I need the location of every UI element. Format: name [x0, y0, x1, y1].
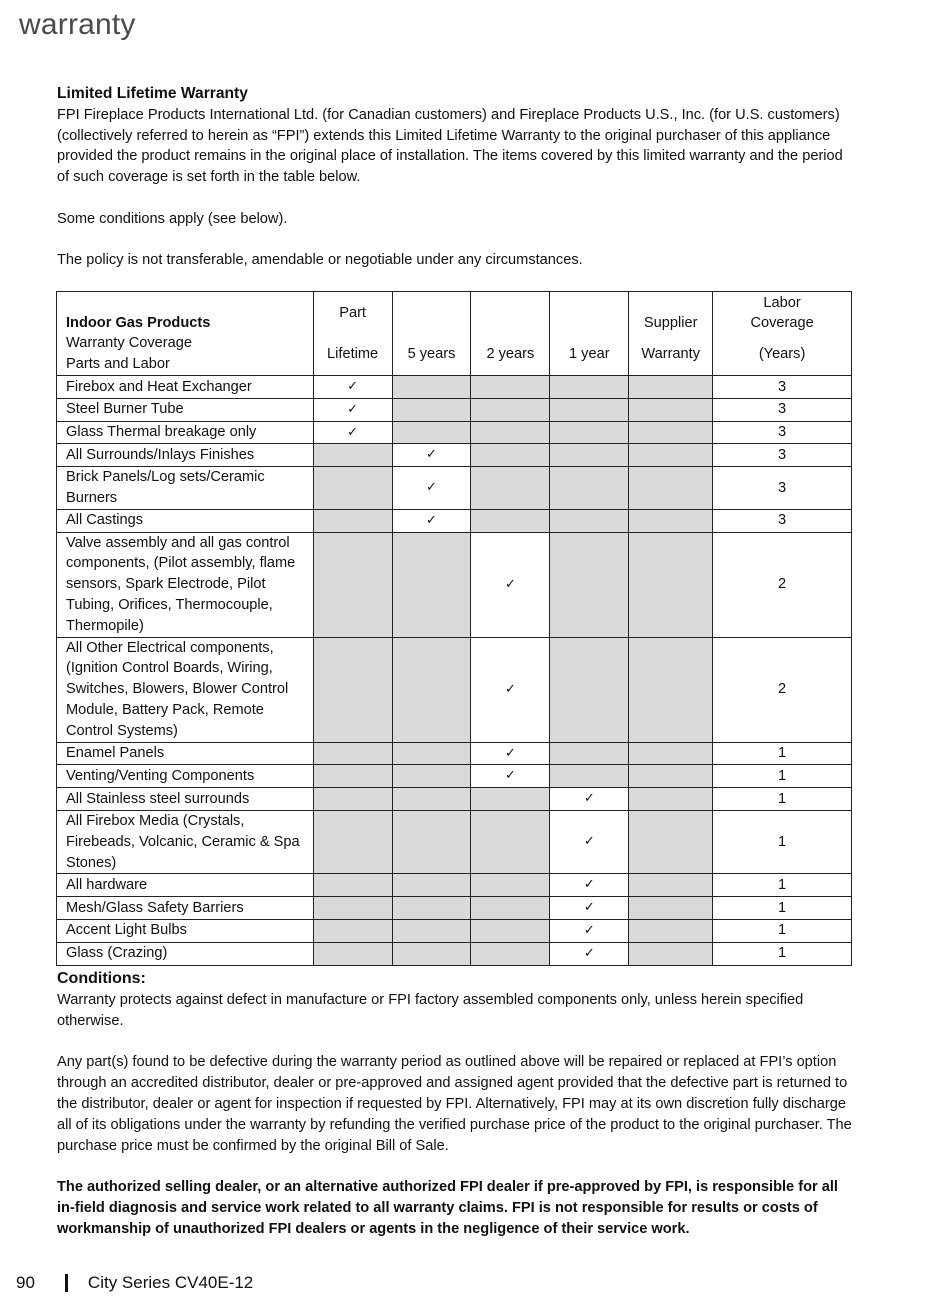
check-icon: ✓ — [583, 900, 595, 916]
header-1-year-label: 1 year — [569, 346, 610, 363]
table-row — [57, 509, 852, 532]
header-warranty-label: Warranty — [641, 346, 701, 363]
gray-cell — [392, 765, 471, 788]
check-mark-icon — [471, 637, 550, 742]
gray-cell — [550, 742, 629, 765]
check-icon: ✓ — [583, 945, 595, 961]
gray-cell — [629, 444, 713, 467]
gray-cell — [629, 376, 713, 399]
gray-cell — [313, 874, 392, 897]
table-row — [57, 421, 852, 444]
labor-years: 3 — [713, 421, 852, 444]
gray-cell — [629, 421, 713, 444]
gray-cell — [471, 421, 550, 444]
header-sub2: Parts and Labor — [66, 356, 170, 373]
check-mark-icon — [392, 467, 471, 510]
labor-years: 1 — [713, 897, 852, 920]
gray-cell — [313, 919, 392, 942]
labor-years: 3 — [713, 376, 852, 399]
table-row — [57, 919, 852, 942]
header-sub1: Warranty Coverage — [66, 335, 192, 352]
gray-cell — [313, 942, 392, 965]
header-part-label: Part — [339, 304, 366, 321]
row-item: All Other Electrical components,(Ignition Control Boards, Wiring, Switches, Blowers, Blower Control Module, Battery Pack, Remote Control Systems) — [57, 637, 314, 742]
gray-cell — [392, 874, 471, 897]
header-coverage-label: Coverage — [750, 315, 814, 332]
gray-cell — [313, 637, 392, 742]
gray-cell — [550, 376, 629, 399]
gray-cell — [392, 532, 471, 637]
check-icon: ✓ — [426, 447, 437, 463]
gray-cell — [313, 532, 392, 637]
gray-cell — [471, 467, 550, 510]
row-item: Glass Thermal breakage only — [57, 421, 314, 444]
gray-cell — [471, 398, 550, 421]
footer-divider — [65, 1274, 68, 1292]
check-mark-icon — [313, 421, 392, 444]
gray-cell — [471, 509, 550, 532]
gray-cell — [629, 810, 713, 873]
check-icon: ✓ — [583, 791, 595, 807]
gray-cell — [392, 398, 471, 421]
gray-cell — [471, 376, 550, 399]
gray-cell — [629, 919, 713, 942]
gray-cell — [392, 376, 471, 399]
intro-section — [57, 84, 857, 271]
header-lifetime — [313, 292, 392, 376]
header-supplier-warranty — [629, 292, 713, 376]
row-item: Brick Panels/Log sets/Ceramic Burners — [57, 467, 314, 510]
check-icon: ✓ — [504, 768, 516, 784]
gray-cell — [629, 637, 713, 742]
check-icon: ✓ — [426, 512, 437, 528]
labor-years: 1 — [713, 942, 852, 965]
header-labor-label: Labor — [763, 294, 801, 311]
header-2-years-label: 2 years — [486, 346, 535, 363]
check-mark-icon — [550, 919, 629, 942]
gray-cell — [392, 810, 471, 873]
labor-years: 1 — [713, 919, 852, 942]
gray-cell — [471, 874, 550, 897]
table-row — [57, 810, 852, 873]
check-mark-icon — [550, 942, 629, 965]
gray-cell — [550, 398, 629, 421]
table-row — [57, 765, 852, 788]
gray-cell — [471, 919, 550, 942]
row-item: Firebox and Heat Exchanger — [57, 376, 314, 399]
check-icon: ✓ — [347, 401, 359, 417]
gray-cell — [629, 765, 713, 788]
check-icon: ✓ — [583, 877, 595, 893]
gray-cell — [392, 919, 471, 942]
check-icon: ✓ — [426, 480, 437, 496]
labor-years: 3 — [713, 467, 852, 510]
table-row — [57, 874, 852, 897]
check-icon: ✓ — [583, 922, 595, 938]
gray-cell — [313, 467, 392, 510]
gray-cell — [471, 942, 550, 965]
table-row — [57, 398, 852, 421]
conditions-section — [57, 968, 857, 1240]
table-row — [57, 897, 852, 920]
gray-cell — [392, 421, 471, 444]
intro-paragraph: FPI Fireplace Products International Ltd. (for Canadian customers) and Fireplace Products U.S., Inc. (for U.S. customers) (collectively referred to herein as “FPI”) extends this Limited Lifetime Warranty to the original purchaser of this appliance provided the product remains in the original place of installation. The items covered by this limited warranty and the period of such coverage is set forth in the table below. — [57, 106, 843, 186]
check-icon: ✓ — [347, 424, 359, 440]
conditions-title: Conditions: — [57, 970, 146, 987]
gray-cell — [313, 810, 392, 873]
gray-cell — [629, 742, 713, 765]
header-title: Indoor Gas Products — [66, 314, 211, 331]
conditions-note: Some conditions apply (see below). — [57, 210, 288, 227]
table-header-row — [57, 292, 852, 376]
check-mark-icon — [550, 788, 629, 811]
check-icon: ✓ — [347, 379, 359, 394]
row-item: Glass (Crazing) — [57, 942, 314, 965]
gray-cell — [550, 532, 629, 637]
table-row — [57, 444, 852, 467]
gray-cell — [550, 765, 629, 788]
labor-years: 3 — [713, 398, 852, 421]
row-item: All Castings — [57, 509, 314, 532]
gray-cell — [629, 532, 713, 637]
header-1-year — [550, 292, 629, 376]
gray-cell — [313, 897, 392, 920]
table-row — [57, 532, 852, 637]
table-row — [57, 467, 852, 510]
gray-cell — [313, 765, 392, 788]
warranty-title: Limited Lifetime Warranty — [57, 85, 248, 102]
row-item: Valve assembly and all gas control components, (Pilot assembly, flame sensors, Spark Electrode, Pilot Tubing, Orifices, Thermocouple, Thermopile) — [57, 532, 314, 637]
gray-cell — [629, 874, 713, 897]
gray-cell — [313, 788, 392, 811]
series-name: City Series CV40E-12 — [87, 1273, 254, 1292]
gray-cell — [629, 897, 713, 920]
labor-years: 1 — [713, 810, 852, 873]
header-lifetime-label: Lifetime — [327, 346, 379, 363]
check-mark-icon — [313, 376, 392, 399]
warranty-table — [56, 291, 852, 966]
check-icon: ✓ — [583, 834, 595, 850]
check-mark-icon — [550, 897, 629, 920]
gray-cell — [550, 444, 629, 467]
gray-cell — [629, 942, 713, 965]
page-footer — [16, 1273, 253, 1293]
gray-cell — [471, 810, 550, 873]
section-title: warranty — [19, 8, 136, 41]
row-item: Steel Burner Tube — [57, 398, 314, 421]
header-product-cell — [57, 292, 314, 376]
check-mark-icon — [550, 874, 629, 897]
gray-cell — [392, 637, 471, 742]
row-item: All hardware — [57, 874, 314, 897]
gray-cell — [471, 444, 550, 467]
check-icon: ✓ — [504, 681, 516, 697]
check-icon: ✓ — [504, 745, 516, 761]
gray-cell — [629, 509, 713, 532]
labor-years: 2 — [713, 637, 852, 742]
labor-years: 3 — [713, 444, 852, 467]
gray-cell — [471, 788, 550, 811]
check-mark-icon — [471, 532, 550, 637]
gray-cell — [629, 788, 713, 811]
row-item: Enamel Panels — [57, 742, 314, 765]
check-icon: ✓ — [504, 576, 516, 592]
gray-cell — [392, 742, 471, 765]
header-years-label: (Years) — [758, 346, 806, 363]
check-mark-icon — [392, 444, 471, 467]
labor-years: 1 — [713, 874, 852, 897]
gray-cell — [471, 897, 550, 920]
gray-cell — [313, 444, 392, 467]
gray-cell — [392, 942, 471, 965]
labor-years: 3 — [713, 509, 852, 532]
gray-cell — [550, 509, 629, 532]
row-item: Mesh/Glass Safety Barriers — [57, 897, 314, 920]
table-row — [57, 376, 852, 399]
gray-cell — [392, 788, 471, 811]
header-2-years — [471, 292, 550, 376]
table-row — [57, 788, 852, 811]
table-row — [57, 742, 852, 765]
gray-cell — [629, 398, 713, 421]
gray-cell — [550, 637, 629, 742]
check-mark-icon — [392, 509, 471, 532]
check-mark-icon — [313, 398, 392, 421]
header-5-years — [392, 292, 471, 376]
gray-cell — [550, 467, 629, 510]
check-mark-icon — [471, 765, 550, 788]
row-item: Accent Light Bulbs — [57, 919, 314, 942]
row-item: All Surrounds/Inlays Finishes — [57, 444, 314, 467]
header-labor-coverage — [713, 292, 852, 376]
check-mark-icon — [550, 810, 629, 873]
row-item: All Firebox Media (Crystals, Firebeads, Volcanic, Ceramic & Spa Stones) — [57, 810, 314, 873]
table-row — [57, 637, 852, 742]
page-number: 90 — [16, 1273, 35, 1292]
gray-cell — [392, 897, 471, 920]
labor-years: 1 — [713, 765, 852, 788]
gray-cell — [550, 421, 629, 444]
conditions-paragraph-1: Warranty protects against defect in manufacture or FPI factory assembled components only, unless herein specified otherwise. — [57, 992, 804, 1029]
labor-years: 1 — [713, 742, 852, 765]
labor-years: 1 — [713, 788, 852, 811]
header-supplier-label: Supplier — [643, 315, 698, 332]
gray-cell — [313, 742, 392, 765]
gray-cell — [629, 467, 713, 510]
policy-note: The policy is not transferable, amendable or negotiable under any circumstances. — [57, 252, 583, 269]
check-mark-icon — [471, 742, 550, 765]
header-5-years-label: 5 years — [407, 346, 456, 363]
conditions-paragraph-3: The authorized selling dealer, or an alternative authorized FPI dealer if pre-approved by FPI, is responsible for all in-field diagnosis and service work related to all warranty claims. FPI is not responsible for results or costs of workmanship of unauthorized FPI dealers or agents in the negligence of their service work. — [57, 1179, 838, 1237]
labor-years: 2 — [713, 532, 852, 637]
table-row — [57, 942, 852, 965]
conditions-paragraph-2: Any part(s) found to be defective during the warranty period as outlined above will be repaired or replaced at FPI’s option through an accredited distributor, dealer or pre-approved and assigned agent provided that the defective part is returned to the distributor, dealer or agent for inspection if requested by FPI. Alternatively, FPI may at its own discretion fully discharge all of its obligations under the warranty by refunding the verified purchase price of the product to the original purchaser. The purchase price must be confirmed by the original Bill of Sale. — [57, 1054, 852, 1154]
row-item: All Stainless steel surrounds — [57, 788, 314, 811]
gray-cell — [313, 509, 392, 532]
row-item: Venting/Venting Components — [57, 765, 314, 788]
